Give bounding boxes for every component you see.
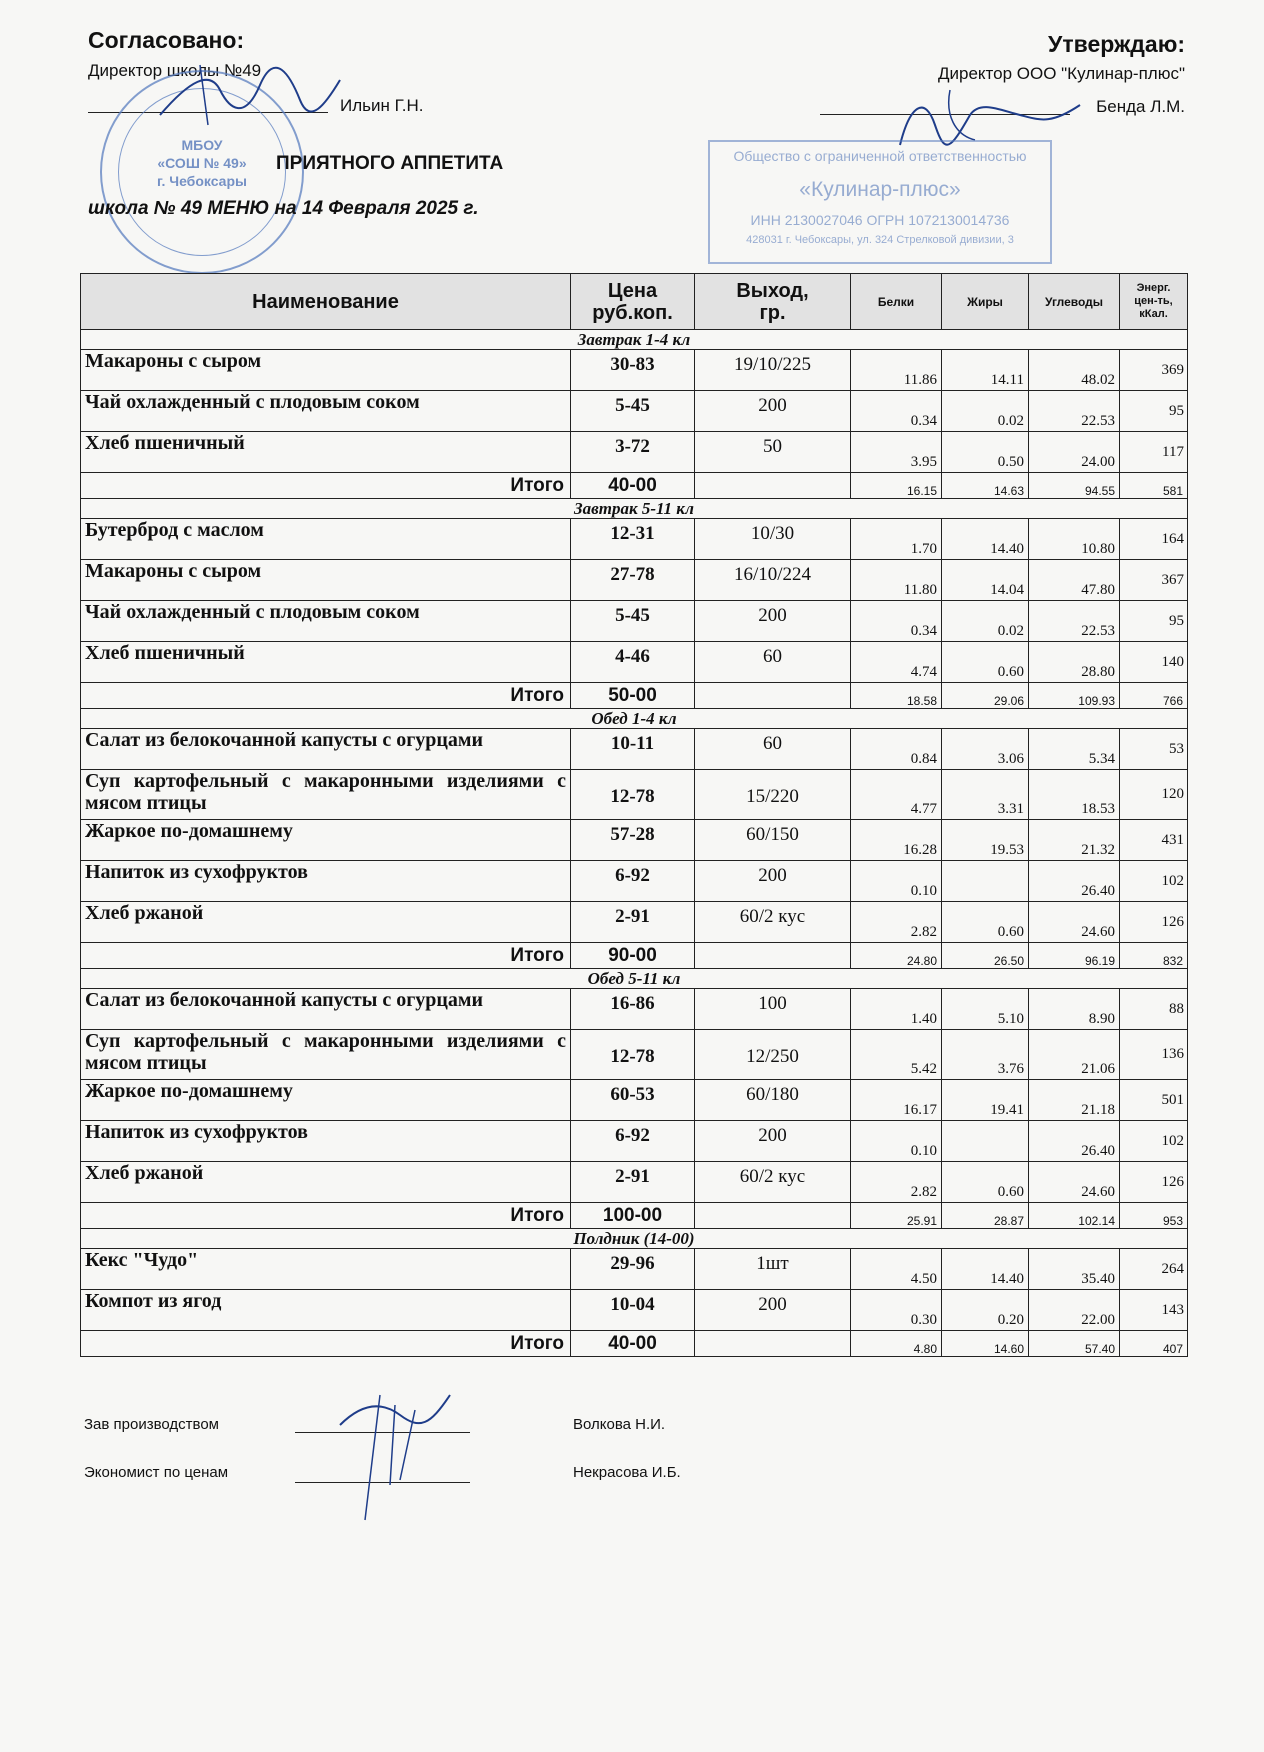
item-kcal: 95	[1120, 601, 1188, 642]
item-yield: 19/10/225	[695, 350, 851, 391]
total-protein: 24.80	[851, 943, 942, 969]
item-yield: 60	[695, 642, 851, 683]
total-label: Итого	[81, 943, 571, 969]
item-name: Хлеб ржаной	[81, 1162, 571, 1203]
item-yield: 60/2 кус	[695, 902, 851, 943]
item-name: Бутерброд с маслом	[81, 519, 571, 560]
item-price: 6-92	[571, 861, 695, 902]
item-kcal: 126	[1120, 1162, 1188, 1203]
col-header-yield: Выход, гр.	[695, 274, 851, 330]
table-row	[81, 1162, 1188, 1203]
item-kcal: 53	[1120, 729, 1188, 770]
section-header-row	[81, 1229, 1188, 1249]
table-row	[81, 432, 1188, 473]
item-protein: 1.40	[851, 989, 942, 1030]
item-kcal: 102	[1120, 861, 1188, 902]
total-label: Итого	[81, 683, 571, 709]
item-kcal: 369	[1120, 350, 1188, 391]
item-fat: 0.02	[942, 391, 1029, 432]
item-carbs: 28.80	[1029, 642, 1120, 683]
item-price: 2-91	[571, 902, 695, 943]
table-row	[81, 1080, 1188, 1121]
item-yield: 1шт	[695, 1249, 851, 1290]
item-fat: 14.40	[942, 519, 1029, 560]
item-price: 12-78	[571, 1030, 695, 1080]
item-protein: 4.50	[851, 1249, 942, 1290]
item-yield: 50	[695, 432, 851, 473]
total-fat: 26.50	[942, 943, 1029, 969]
section-header-row	[81, 969, 1188, 989]
item-name: Кекс "Чудо"	[81, 1249, 571, 1290]
total-row	[81, 473, 1188, 499]
item-name: Хлеб пшеничный	[81, 642, 571, 683]
item-price: 5-45	[571, 601, 695, 642]
left-signature-scribble	[150, 60, 350, 130]
item-price: 27-78	[571, 560, 695, 601]
total-row	[81, 1331, 1188, 1357]
item-price: 10-04	[571, 1290, 695, 1331]
item-protein: 0.84	[851, 729, 942, 770]
item-fat: 0.60	[942, 1162, 1029, 1203]
item-protein: 11.80	[851, 560, 942, 601]
table-row	[81, 519, 1188, 560]
item-carbs: 24.60	[1029, 902, 1120, 943]
menu-title: школа № 49 МЕНЮ на 14 Февраля 2025 г.	[88, 198, 479, 219]
item-protein: 1.70	[851, 519, 942, 560]
item-protein: 16.28	[851, 820, 942, 861]
total-carbs: 96.19	[1029, 943, 1120, 969]
item-price: 4-46	[571, 642, 695, 683]
item-carbs: 8.90	[1029, 989, 1120, 1030]
total-kcal: 766	[1120, 683, 1188, 709]
footer-name-production: Волкова Н.И.	[573, 1416, 666, 1433]
total-protein: 16.15	[851, 473, 942, 499]
item-fat: 3.31	[942, 770, 1029, 820]
table-row	[81, 1121, 1188, 1162]
item-name: Жаркое по-домашнему	[81, 820, 571, 861]
item-carbs: 22.53	[1029, 601, 1120, 642]
item-fat: 3.76	[942, 1030, 1029, 1080]
section-title: Полдник (14-00)	[81, 1229, 1188, 1249]
table-row	[81, 861, 1188, 902]
item-kcal: 95	[1120, 391, 1188, 432]
total-yield-empty	[695, 1331, 851, 1357]
item-kcal: 367	[1120, 560, 1188, 601]
item-fat	[942, 1121, 1029, 1162]
footer-name-economist: Некрасова И.Б.	[573, 1464, 681, 1481]
table-row	[81, 601, 1188, 642]
item-protein: 2.82	[851, 1162, 942, 1203]
item-protein: 3.95	[851, 432, 942, 473]
item-yield: 100	[695, 989, 851, 1030]
item-kcal: 136	[1120, 1030, 1188, 1080]
table-row	[81, 1249, 1188, 1290]
item-carbs: 10.80	[1029, 519, 1120, 560]
total-fat: 14.63	[942, 473, 1029, 499]
total-protein: 25.91	[851, 1203, 942, 1229]
total-carbs: 57.40	[1029, 1331, 1120, 1357]
item-price: 60-53	[571, 1080, 695, 1121]
item-name: Суп картофельный с макаронными изделиями с мясом птицы	[81, 770, 571, 820]
table-row	[81, 350, 1188, 391]
total-kcal: 953	[1120, 1203, 1188, 1229]
item-price: 29-96	[571, 1249, 695, 1290]
item-protein: 0.34	[851, 391, 942, 432]
item-protein: 0.34	[851, 601, 942, 642]
item-name: Салат из белокочанной капусты с огурцами	[81, 729, 571, 770]
approval-left-position: Директор школы №49	[88, 61, 262, 80]
item-name: Чай охлажденный с плодовым соком	[81, 601, 571, 642]
item-carbs: 48.02	[1029, 350, 1120, 391]
item-carbs: 21.06	[1029, 1030, 1120, 1080]
item-carbs: 22.53	[1029, 391, 1120, 432]
total-carbs: 94.55	[1029, 473, 1120, 499]
greeting-text: ПРИЯТНОГО АППЕТИТА	[276, 153, 504, 174]
item-kcal: 501	[1120, 1080, 1188, 1121]
table-row	[81, 1030, 1188, 1080]
item-carbs: 21.18	[1029, 1080, 1120, 1121]
company-rect-stamp: Общество с ограниченной ответственностью «Кулинар-плюс» ИНН 2130027046 ОГРН 1072130014736 428031 г. Чебоксары, ул. 324 Стрелковой дивизии, 3	[708, 140, 1052, 264]
item-yield: 200	[695, 391, 851, 432]
item-carbs: 22.00	[1029, 1290, 1120, 1331]
item-fat: 3.06	[942, 729, 1029, 770]
item-kcal: 117	[1120, 432, 1188, 473]
table-row	[81, 391, 1188, 432]
col-header-name: Наименование	[81, 274, 571, 330]
item-protein: 16.17	[851, 1080, 942, 1121]
item-name: Хлеб пшеничный	[81, 432, 571, 473]
item-protein: 0.10	[851, 861, 942, 902]
footer-role-economist: Экономист по ценам	[84, 1464, 229, 1481]
table-row	[81, 770, 1188, 820]
total-fat: 14.60	[942, 1331, 1029, 1357]
item-protein: 2.82	[851, 902, 942, 943]
item-name: Макароны с сыром	[81, 350, 571, 391]
item-kcal: 88	[1120, 989, 1188, 1030]
item-price: 16-86	[571, 989, 695, 1030]
table-row	[81, 902, 1188, 943]
approval-right-position: Директор ООО "Кулинар-плюс"	[937, 64, 1185, 83]
item-fat	[942, 861, 1029, 902]
total-fat: 28.87	[942, 1203, 1029, 1229]
item-price: 12-78	[571, 770, 695, 820]
item-kcal: 143	[1120, 1290, 1188, 1331]
col-header-protein: Белки	[851, 274, 942, 330]
table-row	[81, 560, 1188, 601]
item-fat: 14.40	[942, 1249, 1029, 1290]
item-yield: 200	[695, 601, 851, 642]
item-yield: 200	[695, 861, 851, 902]
item-price: 5-45	[571, 391, 695, 432]
footer-signature-scribble	[320, 1375, 480, 1525]
total-protein: 4.80	[851, 1331, 942, 1357]
item-yield: 16/10/224	[695, 560, 851, 601]
total-row	[81, 683, 1188, 709]
item-yield: 200	[695, 1290, 851, 1331]
total-carbs: 102.14	[1029, 1203, 1120, 1229]
menu-table	[80, 273, 1188, 1357]
table-row	[81, 989, 1188, 1030]
item-name: Салат из белокочанной капусты с огурцами	[81, 989, 571, 1030]
item-fat: 0.02	[942, 601, 1029, 642]
total-price: 100-00	[571, 1203, 695, 1229]
approval-left-title: Согласовано:	[88, 27, 245, 53]
item-price: 12-31	[571, 519, 695, 560]
item-fat: 0.20	[942, 1290, 1029, 1331]
item-name: Макароны с сыром	[81, 560, 571, 601]
item-yield: 60	[695, 729, 851, 770]
item-fat: 0.60	[942, 902, 1029, 943]
item-name: Суп картофельный с макаронными изделиями с мясом птицы	[81, 1030, 571, 1080]
section-title: Завтрак 1-4 кл	[81, 330, 1188, 350]
item-yield: 60/180	[695, 1080, 851, 1121]
item-kcal: 264	[1120, 1249, 1188, 1290]
col-header-carbs: Углеводы	[1029, 274, 1120, 330]
item-carbs: 21.32	[1029, 820, 1120, 861]
item-price: 57-28	[571, 820, 695, 861]
item-protein: 11.86	[851, 350, 942, 391]
item-fat: 0.60	[942, 642, 1029, 683]
total-yield-empty	[695, 943, 851, 969]
item-protein: 0.10	[851, 1121, 942, 1162]
item-carbs: 18.53	[1029, 770, 1120, 820]
section-header-row	[81, 499, 1188, 519]
item-carbs: 35.40	[1029, 1249, 1120, 1290]
item-price: 2-91	[571, 1162, 695, 1203]
table-row	[81, 729, 1188, 770]
item-yield: 15/220	[695, 770, 851, 820]
item-name: Жаркое по-домашнему	[81, 1080, 571, 1121]
total-label: Итого	[81, 1203, 571, 1229]
item-kcal: 164	[1120, 519, 1188, 560]
total-kcal: 407	[1120, 1331, 1188, 1357]
table-row	[81, 1290, 1188, 1331]
item-carbs: 26.40	[1029, 861, 1120, 902]
item-kcal: 102	[1120, 1121, 1188, 1162]
total-row	[81, 943, 1188, 969]
item-fat: 14.04	[942, 560, 1029, 601]
item-kcal: 126	[1120, 902, 1188, 943]
item-name: Хлеб ржаной	[81, 902, 571, 943]
item-yield: 60/2 кус	[695, 1162, 851, 1203]
total-yield-empty	[695, 473, 851, 499]
item-protein: 0.30	[851, 1290, 942, 1331]
item-price: 6-92	[571, 1121, 695, 1162]
total-price: 50-00	[571, 683, 695, 709]
item-yield: 12/250	[695, 1030, 851, 1080]
section-title: Обед 1-4 кл	[81, 709, 1188, 729]
table-row	[81, 642, 1188, 683]
total-price: 90-00	[571, 943, 695, 969]
col-header-energy: Энерг. цен-ть, кКал.	[1120, 274, 1188, 330]
item-name: Компот из ягод	[81, 1290, 571, 1331]
school-round-stamp: МБОУ «СОШ № 49» г. Чебоксары	[100, 70, 304, 274]
item-fat: 0.50	[942, 432, 1029, 473]
item-price: 3-72	[571, 432, 695, 473]
section-header-row	[81, 709, 1188, 729]
item-carbs: 24.60	[1029, 1162, 1120, 1203]
item-carbs: 5.34	[1029, 729, 1120, 770]
item-fat: 19.53	[942, 820, 1029, 861]
total-protein: 18.58	[851, 683, 942, 709]
item-name: Напиток из сухофруктов	[81, 1121, 571, 1162]
item-carbs: 26.40	[1029, 1121, 1120, 1162]
total-yield-empty	[695, 1203, 851, 1229]
col-header-price: Цена руб.коп.	[571, 274, 695, 330]
item-kcal: 431	[1120, 820, 1188, 861]
approval-left-name: Ильин Г.Н.	[340, 96, 424, 115]
item-price: 10-11	[571, 729, 695, 770]
approval-right-title: Утверждаю:	[1048, 31, 1185, 57]
item-fat: 14.11	[942, 350, 1029, 391]
item-carbs: 24.00	[1029, 432, 1120, 473]
total-label: Итого	[81, 1331, 571, 1357]
section-title: Обед 5-11 кл	[81, 969, 1188, 989]
total-row	[81, 1203, 1188, 1229]
item-fat: 5.10	[942, 989, 1029, 1030]
item-protein: 5.42	[851, 1030, 942, 1080]
col-header-fat: Жиры	[942, 274, 1029, 330]
total-fat: 29.06	[942, 683, 1029, 709]
item-protein: 4.74	[851, 642, 942, 683]
item-kcal: 120	[1120, 770, 1188, 820]
item-name: Напиток из сухофруктов	[81, 861, 571, 902]
total-carbs: 109.93	[1029, 683, 1120, 709]
section-title: Завтрак 5-11 кл	[81, 499, 1188, 519]
table-row	[81, 820, 1188, 861]
total-price: 40-00	[571, 1331, 695, 1357]
item-price: 30-83	[571, 350, 695, 391]
item-name: Чай охлажденный с плодовым соком	[81, 391, 571, 432]
total-kcal: 581	[1120, 473, 1188, 499]
total-yield-empty	[695, 683, 851, 709]
footer-role-production: Зав производством	[84, 1416, 219, 1433]
item-yield: 60/150	[695, 820, 851, 861]
table-header-row	[81, 274, 1188, 330]
total-kcal: 832	[1120, 943, 1188, 969]
item-kcal: 140	[1120, 642, 1188, 683]
item-fat: 19.41	[942, 1080, 1029, 1121]
item-yield: 200	[695, 1121, 851, 1162]
total-price: 40-00	[571, 473, 695, 499]
section-header-row	[81, 330, 1188, 350]
item-yield: 10/30	[695, 519, 851, 560]
approval-right-name: Бенда Л.М.	[1096, 97, 1185, 116]
item-protein: 4.77	[851, 770, 942, 820]
item-carbs: 47.80	[1029, 560, 1120, 601]
total-label: Итого	[81, 473, 571, 499]
